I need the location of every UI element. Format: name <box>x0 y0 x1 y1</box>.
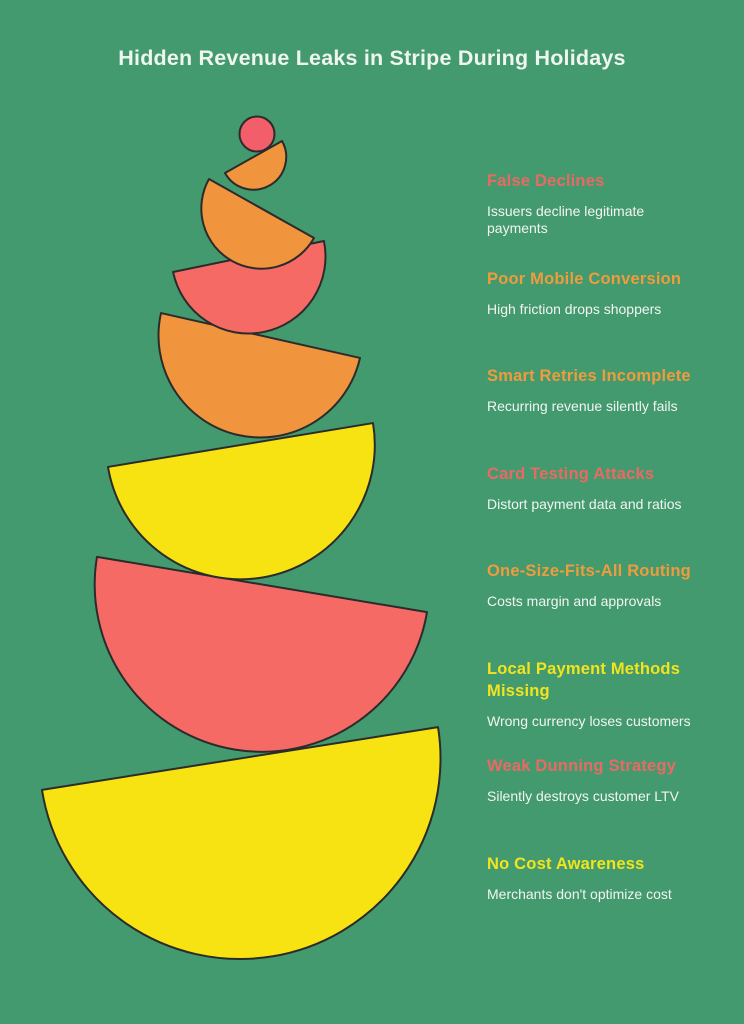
leak-item-desc: High friction drops shoppers <box>487 300 662 317</box>
leak-item-title: Card Testing Attacks <box>487 464 655 483</box>
leak-item-desc: Merchants don't optimize cost <box>487 885 672 902</box>
leak-item-desc: Costs margin and approvals <box>487 593 662 609</box>
leak-item-title: One-Size-Fits-All Routing <box>487 562 691 580</box>
leak-item-desc: Wrong currency loses customers <box>487 712 691 729</box>
leak-item-card-testing <box>487 463 707 513</box>
leak-item-title: False Declines <box>487 172 605 190</box>
leak-item-routing <box>487 560 707 610</box>
leak-item-title: Smart Retries Incomplete <box>487 367 691 385</box>
leak-item-title: Poor Mobile Conversion <box>487 269 682 288</box>
shape-no-cost-awareness <box>42 727 469 988</box>
shape-false-declines <box>240 117 275 152</box>
leak-item-title: Weak Dunning Strategy <box>487 757 677 775</box>
leak-item-local-payment-methods <box>487 658 707 730</box>
leak-item-weak-dunning <box>487 755 707 805</box>
leak-item-false-declines <box>487 170 707 237</box>
leak-item-desc: Issuers decline legitimate payments <box>487 203 645 236</box>
leak-item-no-cost-awareness <box>487 853 707 903</box>
leak-item-desc: Distort payment data and ratios <box>487 495 682 512</box>
leak-item-title: No Cost Awareness <box>487 854 645 873</box>
leak-item-title: Local Payment Methods Missing <box>487 659 681 700</box>
leak-item-smart-retries <box>487 365 707 415</box>
page-title: Hidden Revenue Leaks in Stripe During Holidays <box>118 46 626 70</box>
leak-item-desc: Silently destroys customer LTV <box>487 788 679 804</box>
leak-item-poor-mobile-conversion <box>487 268 707 318</box>
leak-item-desc: Recurring revenue silently fails <box>487 398 678 414</box>
